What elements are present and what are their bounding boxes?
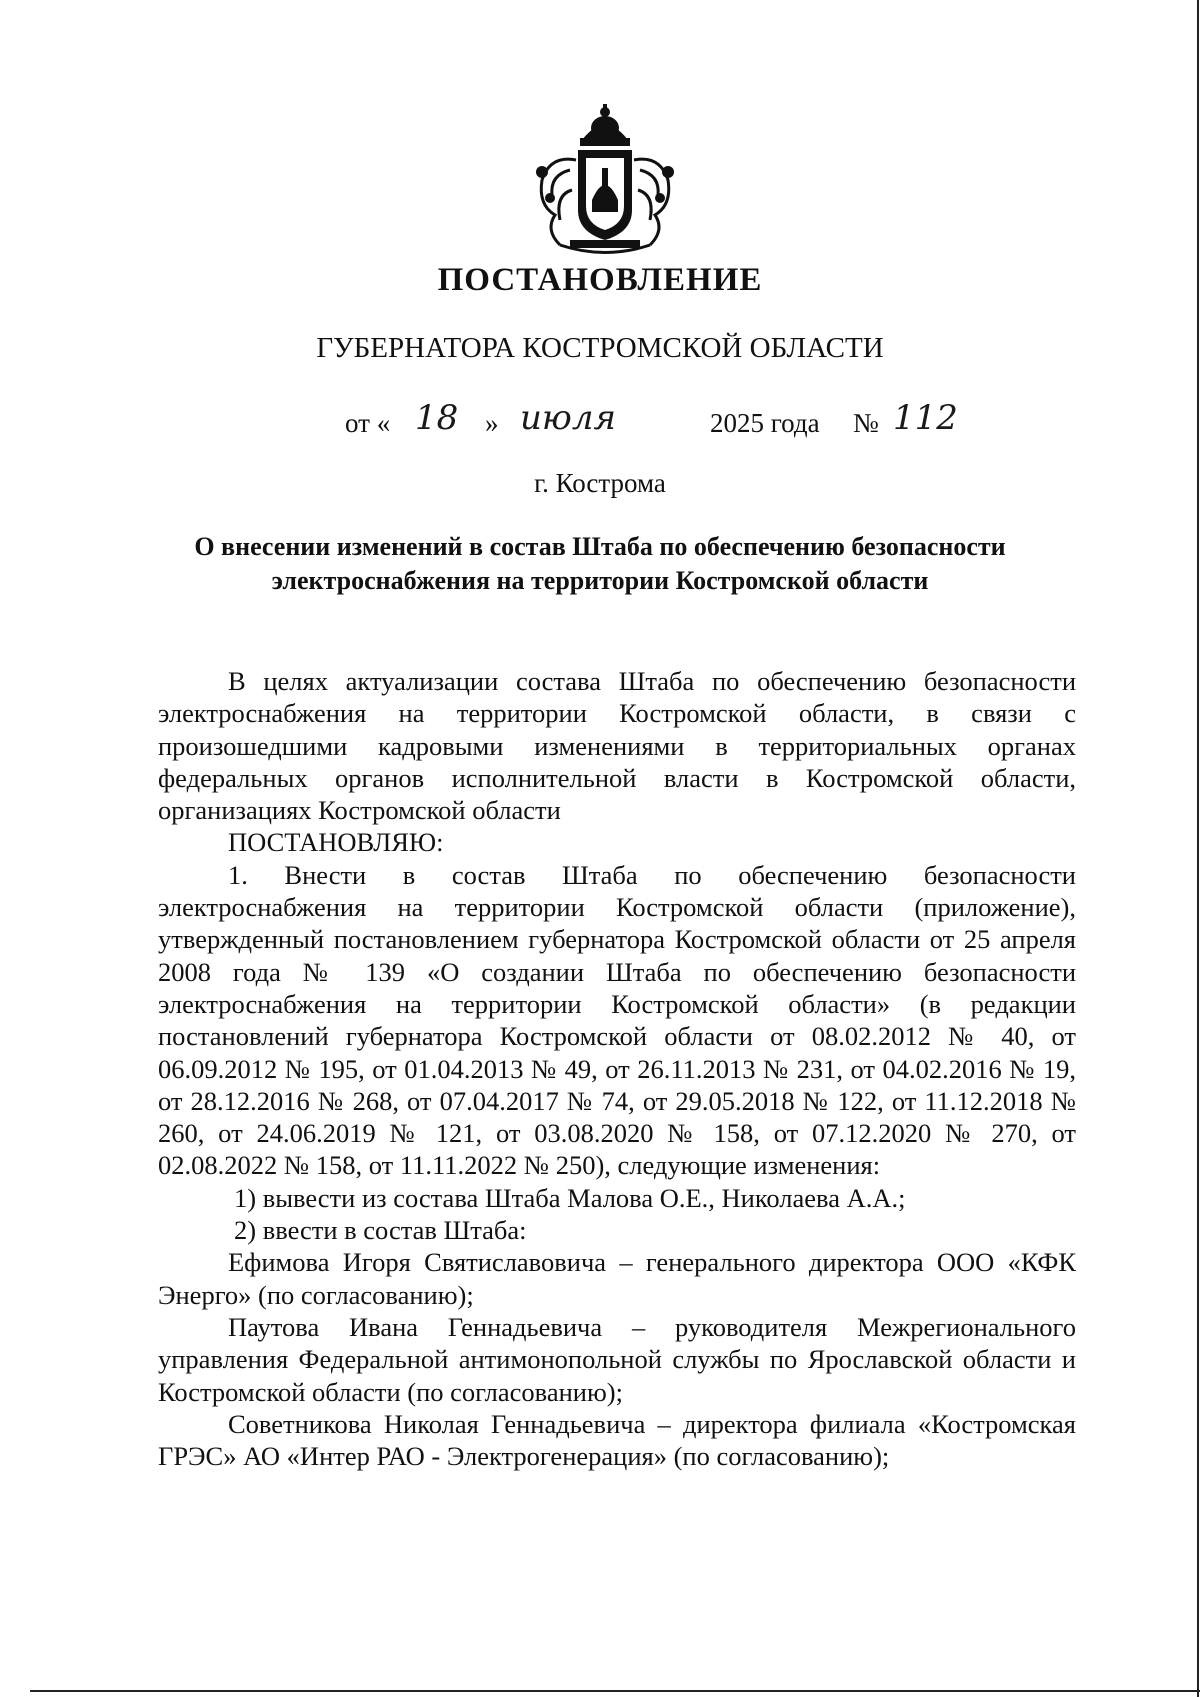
member-sovetnikov: Советникова Николая Геннадьевича – директора филиала «Костромская ГРЭС» АО «Интер РАО - Электрогенерация» (по согласованию); <box>158 1408 1076 1472</box>
subitem-2: 2) ввести в состав Штаба: <box>234 1215 527 1246</box>
date-line <box>345 398 965 448</box>
document-body <box>158 665 1076 1472</box>
document-number-handwritten: 112 <box>893 398 958 438</box>
date-prefix: от « <box>345 408 391 438</box>
page-edge-right <box>1197 0 1199 1697</box>
item-1-paragraph: 1. Внести в состав Штаба по обеспечению безопасности электроснабжения на территории Костромской области (приложение), утвержденный постановлением губернатора Костромской области от 25 апреля 2008 года № 139 «О создании Штаба по обеспечению безопасности электроснабжения на территории Костромской области» (в редакции постановлений губернатора Костромской области от 08.02.2012 № 40, от 06.09.2012 № 195, от 01.04.2013 № 49, от 26.11.2013 № 231, от 04.02.2016 № 19, от 28.12.2016 № 268, от 07.04.2017 № 74, от 29.05.2018 № 122, от 11.12.2018 № 260, от 24.06.2019 № 121, от 03.08.2020 № 158, от 07.12.2020 № 270, от 02.08.2022 № 158, от 11.11.2022 № 250), следующие изменения: <box>158 859 1076 1181</box>
member-efimov: Ефимова Игоря Святиславовича – генерального директора ООО «КФК Энерго» (по согласованию); <box>158 1247 1076 1310</box>
date-day-handwritten: 18 <box>415 398 459 438</box>
subject-line-2: электроснабжения на территории Костромской области <box>271 566 929 595</box>
document-issuer: ГУБЕРНАТОРА КОСТРОМСКОЙ ОБЛАСТИ <box>316 332 884 364</box>
subitem-1: 1) вывести из состава Штаба Малова О.Е., Николаева А.А.; <box>234 1182 906 1213</box>
document-title: ПОСТАНОВЛЕНИЕ <box>437 262 763 298</box>
number-label: № <box>853 408 879 438</box>
page-edge-bottom <box>30 1690 1200 1692</box>
decree-word: ПОСТАНОВЛЯЮ: <box>228 827 444 858</box>
subject-line-1: О внесении изменений в состав Штаба по обеспечению безопасности <box>194 532 1006 561</box>
date-mid: » <box>485 408 499 438</box>
document-subject <box>150 530 1050 598</box>
city: г. Кострома <box>534 468 666 498</box>
coat-of-arms-icon <box>520 100 690 260</box>
date-year: 2025 года <box>710 408 820 438</box>
date-month-handwritten: июля <box>520 398 616 438</box>
preamble-paragraph: В целях актуализации состава Штаба по обеспечению безопасности электроснабжения на территории Костромской области, в связи с произошедшими кадровыми изменениями в территориальных органах федеральных органов исполнительной власти в Костромской области, организациях Костромской области <box>158 666 1076 826</box>
member-pautov: Паутова Ивана Геннадьевича – руководителя Межрегионального управления Федеральной антимонопольной службы по Ярославской области и Костромской области (по согласованию); <box>158 1311 1076 1407</box>
